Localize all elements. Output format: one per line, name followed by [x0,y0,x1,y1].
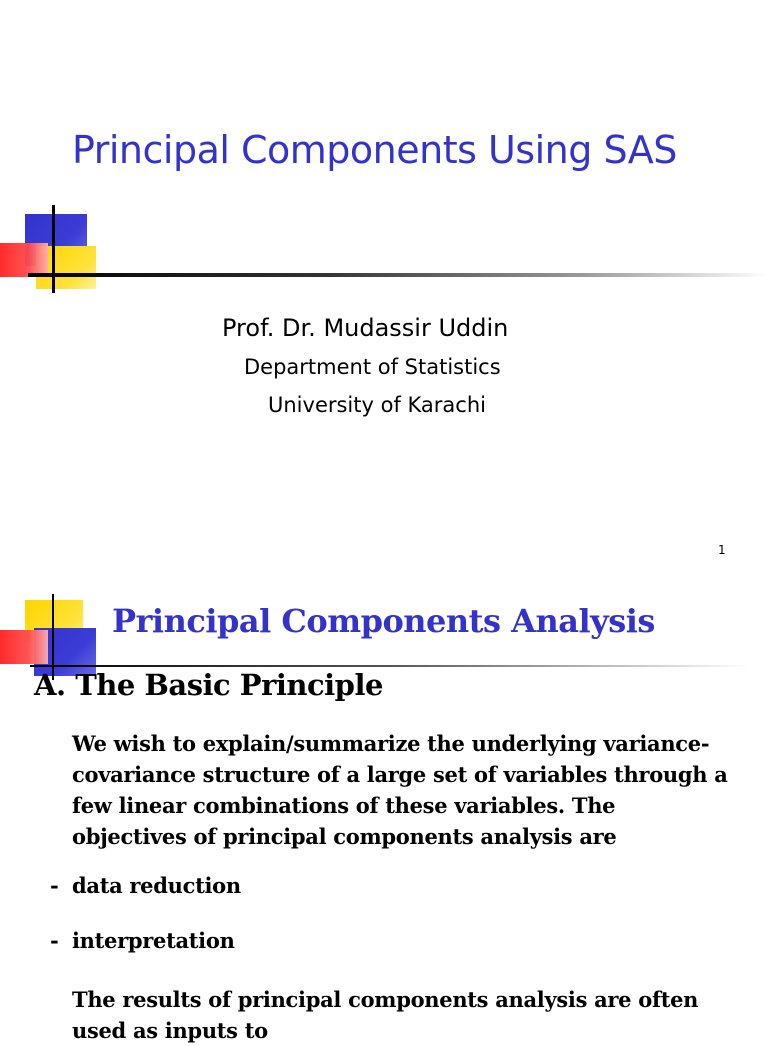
vertical-rule-decoration [52,205,55,293]
paragraph-line: used as inputs to [72,1018,268,1043]
author-name: Prof. Dr. Mudassir Uddin [222,314,509,342]
bullet-text: interpretation [72,928,235,953]
red-square-decoration [0,243,48,277]
horizontal-rule-decoration [30,665,750,667]
paragraph-line: The results of principal components analysis are often [72,987,699,1012]
paragraph-line: few linear combinations of these variables. The [72,793,616,818]
bullet-marker: - [50,873,59,898]
page-number: 1 [718,543,726,557]
bullet-item [50,928,235,953]
slide-2 [0,572,768,1043]
horizontal-rule-decoration [28,273,768,277]
bullet-text: data reduction [72,873,241,898]
section-heading: A. The Basic Principle [34,668,383,702]
intro-paragraph [72,728,762,852]
red-square-decoration [0,630,48,664]
university-name: University of Karachi [268,393,486,417]
slide-title: Principal Components Analysis [112,602,655,640]
slide-title: Principal Components Using SAS [72,128,677,172]
paragraph-line: covariance structure of a large set of variables through a [72,762,728,787]
paragraph-line: objectives of principal components analysis are [72,824,617,849]
closing-paragraph [72,984,762,1046]
department-name: Department of Statistics [244,355,501,379]
bullet-item [50,873,241,898]
bullet-marker: - [50,928,59,953]
paragraph-line: We wish to explain/summarize the underlying variance- [72,731,710,756]
